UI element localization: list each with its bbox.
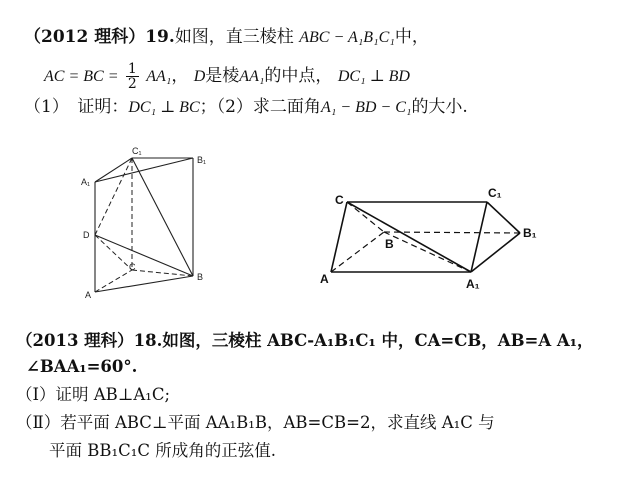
problem-2013-line-5: 平面 BB₁C₁C 所成角的正弦值.	[16, 441, 276, 460]
hidden-edge-b-b1	[384, 232, 520, 233]
edge-c-a	[331, 202, 347, 272]
problem-2012-intro: 如图，直三棱柱	[174, 27, 294, 47]
segment-c-a1	[347, 202, 471, 272]
edge-a1-b1	[471, 233, 520, 272]
label-c1: C₁	[132, 146, 142, 156]
hidden-edge-a-b	[331, 232, 384, 272]
prism-name-math: ABC − A₁B₁C₁	[299, 29, 395, 46]
part-1-label: （1） 证明：	[24, 97, 129, 117]
point-d-math: D	[193, 68, 206, 85]
problem-2012-intro-end: 中，	[394, 27, 429, 47]
hidden-edge-c-b	[132, 270, 193, 276]
label-b1: B₁	[197, 155, 207, 165]
label-a1: A₁	[466, 277, 480, 291]
edge-c1-a1	[471, 202, 487, 272]
problem-2012-line-3	[24, 96, 468, 119]
dihedral-angle-math: A₁ − BD − C₁	[320, 99, 412, 116]
midpoint-text-end: 的中点，	[264, 66, 333, 86]
hidden-segment-b-a1	[384, 232, 471, 272]
fraction-numerator: 1	[127, 61, 137, 77]
label-c: C	[129, 262, 136, 272]
comma-text: ，	[171, 66, 189, 86]
problem-2013-line-2: ∠BAA₁=60°.	[26, 357, 138, 376]
edge-c1-b1	[487, 202, 520, 233]
problem-2012-tag: （2012 理科）19.	[24, 27, 175, 47]
label-a1: A₁	[81, 177, 91, 187]
label-c: C	[335, 193, 344, 207]
edge-a-b	[95, 276, 193, 292]
label-d: D	[83, 230, 90, 240]
part-2-end: 的大小.	[411, 97, 468, 117]
label-c1: C₁	[488, 186, 502, 200]
hidden-segment-d-c1	[95, 158, 132, 235]
length-condition-math: AC = BC =	[44, 68, 119, 85]
fraction-denominator: 2	[127, 76, 137, 92]
fraction-one-half	[126, 62, 139, 91]
segment-c1-b	[132, 158, 193, 276]
label-a: A	[320, 272, 329, 286]
hidden-edge-a-c	[95, 270, 132, 292]
edge-a1-b1	[95, 158, 193, 182]
edge-aa1-math: AA₁	[146, 68, 172, 85]
edge-aa1-math-2: AA₁	[239, 68, 265, 85]
problem-2012-line-1	[24, 26, 429, 49]
problem-2013-line-3: （Ⅰ）证明 AB⊥A₁C;	[16, 385, 171, 404]
edge-a1-c1	[95, 158, 132, 182]
label-a: A	[85, 290, 92, 300]
part-1-math: DC₁ ⊥ BC	[128, 99, 200, 116]
segment-d-b	[95, 235, 193, 276]
label-b1: B₁	[523, 226, 537, 240]
midpoint-text: 是棱	[205, 66, 240, 86]
perpendicular-condition-math: DC₁ ⊥ BD	[337, 68, 410, 85]
problem-2013-line-4: （Ⅱ）若平面 ABC⊥平面 AA₁B₁B，AB=CB=2，求直线 A₁C 与	[16, 413, 495, 432]
problem-2013-line-1: （2013 理科）18.如图，三棱柱 ABC-A₁B₁C₁ 中，CA=CB，AB=A A₁，	[16, 331, 594, 350]
label-b: B	[197, 272, 204, 282]
label-b: B	[385, 237, 394, 251]
hidden-edge-c-b	[347, 202, 384, 232]
hidden-segment-d-c	[95, 235, 132, 270]
problem-2012-line-2	[44, 62, 410, 91]
part-2-label: ；（2）求二面角	[199, 97, 321, 117]
